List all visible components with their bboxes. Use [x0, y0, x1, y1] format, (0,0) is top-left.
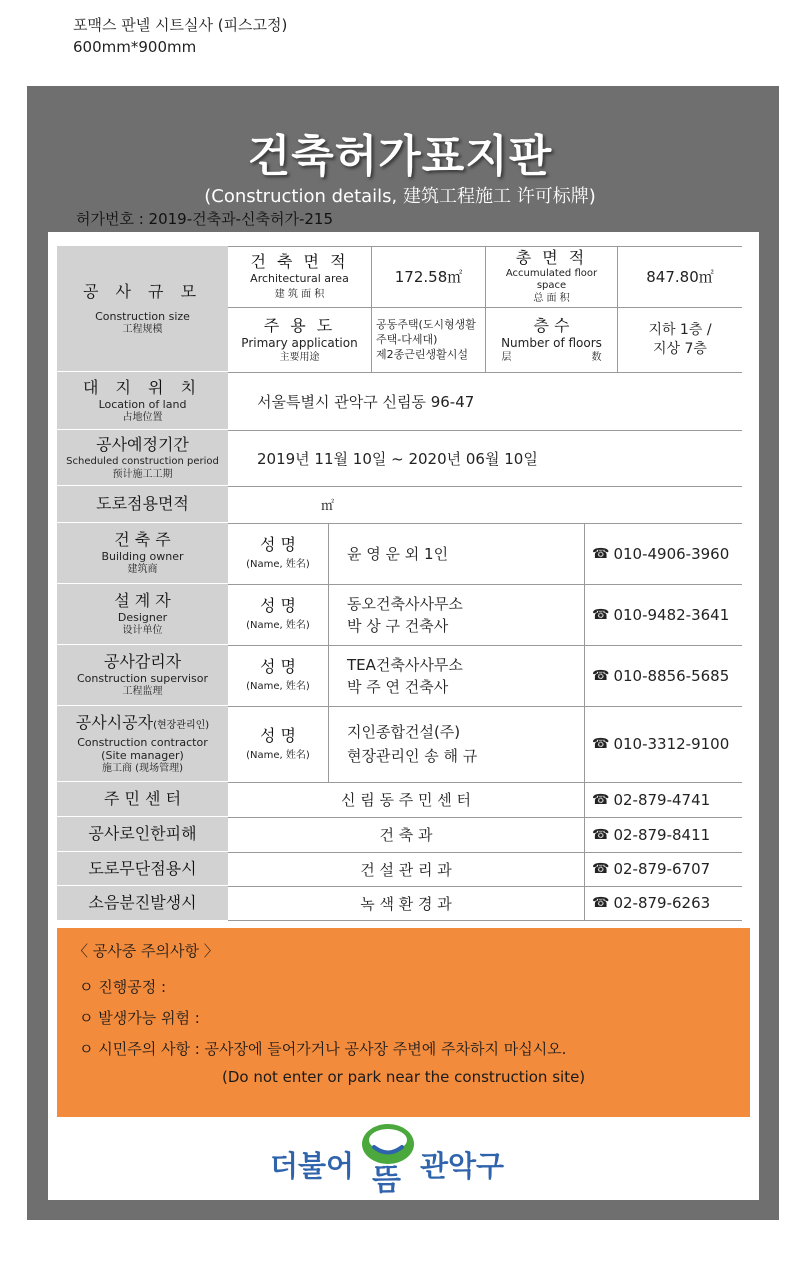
- contact-office-4: [228, 886, 584, 920]
- designer-name-label: [228, 584, 328, 645]
- contact-phone-3: [592, 852, 710, 886]
- supervisor-name-label: [228, 645, 328, 706]
- office-name: 녹 색 환 경 과: [360, 894, 452, 913]
- label-ko: 공사로인한피해: [88, 824, 197, 843]
- label-construction-size: [57, 246, 228, 372]
- floors-header: [486, 307, 617, 372]
- label-zh: 工程监理: [122, 686, 163, 697]
- area-en: Architectural area: [250, 272, 349, 285]
- contractor-value: [347, 706, 477, 782]
- use-value-3: 제2종근린생활시설: [376, 348, 469, 361]
- supervisor-value-1: TEA건축사사무소: [347, 655, 463, 674]
- name-ko: 성 명: [260, 535, 296, 554]
- permit-number: 허가번호 : 2019-건축과-신축허가-215: [76, 210, 334, 228]
- label-zh: 建筑商: [127, 564, 158, 575]
- total-en-1: Accumulated floor: [505, 268, 598, 279]
- label-en: Building owner: [101, 550, 184, 563]
- label-contact-3: [57, 852, 228, 886]
- label-ko: 주 민 센 터: [103, 789, 182, 808]
- label-ko: 공 사 규 모: [82, 281, 203, 301]
- contractor-value-2: 현장관리인 송 해 규: [347, 747, 478, 765]
- label-ko: 대 지 위 치: [82, 377, 203, 397]
- phone-number: 02-879-6707: [613, 860, 711, 878]
- total-area-header: [486, 246, 617, 307]
- phone-number: 010-9482-3641: [613, 605, 730, 624]
- office-name: 건 설 관 리 과: [360, 860, 452, 879]
- label-zh: 设计单位: [122, 625, 163, 636]
- owner-phone: [592, 523, 729, 584]
- label-zh: 占地位置: [122, 411, 163, 423]
- designer-value-1: 동오건축사사무소: [347, 594, 463, 613]
- label-zh: 工程规模: [122, 323, 163, 335]
- contractor-phone: [592, 706, 729, 782]
- area-ko: 건 축 면 적: [250, 252, 349, 271]
- floors-en: Number of floors: [501, 335, 602, 350]
- area-value: [372, 246, 485, 307]
- label-ko: 공사감리자: [103, 652, 182, 671]
- label-ko: 설 계 자: [114, 591, 171, 610]
- name-sub: (Name, 姓名): [246, 749, 310, 761]
- logo-text-mid: 뜸: [372, 1163, 401, 1198]
- phone-number: 02-879-8411: [613, 825, 711, 844]
- phone-number: 010-3312-9100: [613, 735, 730, 753]
- label-contact-4: [57, 886, 228, 920]
- gwanak-logo: [270, 1118, 540, 1198]
- phone-icon: ☎: [592, 736, 610, 752]
- label-contact-2: [57, 817, 228, 852]
- label-ko: [76, 713, 209, 736]
- label-en: Designer: [117, 611, 168, 624]
- logo-graphic: [270, 1118, 540, 1198]
- phone-icon: ☎: [592, 895, 610, 911]
- area-header: [228, 246, 371, 307]
- label-period: [57, 430, 228, 486]
- label-ko-small: (현장관리인): [153, 719, 210, 731]
- phone-icon: ☎: [592, 826, 610, 843]
- contact-office-1: [228, 782, 584, 817]
- floors-zh-2: 数: [591, 351, 602, 363]
- total-en-2: space: [536, 280, 567, 291]
- total-ko: 총 면 적: [515, 248, 588, 267]
- designer-value: [347, 584, 463, 645]
- phone-number: 02-879-6263: [613, 894, 711, 912]
- label-en-2: (Site manager): [101, 748, 184, 762]
- label-en: Scheduled construction period: [66, 455, 219, 467]
- use-value: [372, 307, 485, 372]
- phone-icon: ☎: [592, 606, 610, 623]
- label-ko: 도로무단점용시: [88, 858, 197, 878]
- phone-number: 02-879-4741: [613, 790, 711, 809]
- label-ko: 소음분진발생시: [88, 893, 197, 912]
- floors-value-2: 지상 7층: [653, 340, 707, 357]
- owner-name-label: [228, 523, 328, 584]
- sign-title: 건축허가표지판: [247, 131, 553, 182]
- area-zh: 建 筑 面 积: [274, 289, 325, 300]
- notice-title: 〈 공사중 주의사항 〉: [73, 942, 219, 960]
- contact-office-2: [228, 817, 584, 852]
- name-sub: (Name, 姓名): [246, 681, 310, 692]
- use-header: [228, 307, 371, 372]
- name-sub: (Name, 姓名): [246, 559, 310, 570]
- grid-line: [584, 523, 585, 920]
- label-owner: [57, 523, 228, 584]
- label-en: Construction size: [95, 309, 190, 323]
- use-ko: 주 용 도: [263, 315, 336, 335]
- label-ko-main: 공사시공자: [75, 712, 154, 732]
- label-ko: 도로점용면적: [96, 494, 189, 513]
- label-zh: 预计施工工期: [112, 468, 173, 480]
- contact-phone-1: [592, 782, 710, 817]
- supervisor-value: [347, 645, 463, 706]
- label-en: Construction supervisor: [76, 672, 209, 685]
- designer-phone: [592, 584, 729, 645]
- label-contractor: [57, 706, 228, 782]
- floors-value-1: 지하 1층 /: [648, 321, 712, 338]
- grid-line: [228, 920, 742, 921]
- label-en: Location of land: [98, 397, 187, 411]
- supervisor-phone: [592, 645, 729, 706]
- area-value-text: 172.58㎡: [394, 268, 463, 286]
- phone-icon: ☎: [592, 667, 610, 684]
- total-value-text: 847.80㎡: [646, 268, 714, 286]
- supervisor-value-2: 박 주 연 건축사: [347, 677, 449, 696]
- location-value: 서울특별시 관악구 신림동 96-47: [257, 392, 475, 411]
- contractor-name-label: [228, 706, 328, 782]
- name-ko: 성 명: [260, 725, 296, 745]
- phone-number: 010-8856-5685: [613, 666, 730, 685]
- label-en-1: Construction contractor: [77, 735, 208, 749]
- floors-value: [618, 307, 742, 372]
- use-zh: 主要用途: [279, 351, 320, 363]
- contact-office-3: [228, 852, 584, 886]
- label-ko: 건 축 주: [114, 530, 171, 549]
- logo-text-right: 관악구: [420, 1149, 505, 1183]
- name-sub: (Name, 姓名): [246, 620, 310, 631]
- caution-notice: [57, 928, 750, 1117]
- name-ko: 성 명: [260, 657, 296, 676]
- label-supervisor: [57, 645, 228, 706]
- office-name: 신 림 동 주 민 센 터: [340, 791, 472, 809]
- label-ko: 공사예정기간: [96, 434, 189, 454]
- phone-icon: ☎: [592, 861, 610, 877]
- designer-value-2: 박 상 구 건축사: [347, 616, 449, 635]
- period-value: 2019년 11월 10일 ~ 2020년 06월 10일: [257, 449, 538, 468]
- logo-text-left: 더불어: [270, 1149, 355, 1183]
- label-road: [57, 486, 228, 523]
- name-ko: 성 명: [260, 596, 296, 615]
- floors-zh-1: 层: [501, 351, 512, 363]
- spec-note: [73, 14, 287, 58]
- label-contact-1: [57, 782, 228, 817]
- label-zh: 施工商 (现场管理): [102, 762, 183, 774]
- label-designer: [57, 584, 228, 645]
- use-value-2: 주택-다세대): [376, 333, 438, 346]
- spec-line-2: 600mm*900mm: [73, 38, 197, 56]
- notice-item-progress: ㅇ 진행공정 :: [79, 978, 167, 996]
- floors-zh: [502, 351, 602, 364]
- total-zh: 总 面 积: [533, 293, 570, 304]
- spec-line-1: 포맥스 판넬 시트실사 (피스고정): [73, 16, 288, 34]
- contact-phone-2: [592, 817, 710, 852]
- total-area-value: [618, 246, 742, 307]
- notice-item-english: (Do not enter or park near the construction site): [222, 1068, 586, 1086]
- road-area-unit: ㎡: [321, 499, 335, 514]
- use-en: Primary application: [241, 335, 358, 350]
- phone-icon: ☎: [592, 791, 610, 808]
- notice-item-risk: ㅇ 발생가능 위험 :: [79, 1009, 200, 1027]
- grid-line: [328, 523, 329, 782]
- grid-line: [228, 486, 742, 487]
- contractor-value-1: 지인종합건설(주): [347, 723, 461, 741]
- label-location: [57, 372, 228, 430]
- floors-ko: 층 수: [533, 315, 570, 335]
- owner-value: 윤 영 운 외 1인: [347, 545, 449, 563]
- use-value-1: 공동주택(도시형생활: [376, 318, 476, 331]
- phone-number: 010-4906-3960: [613, 544, 730, 563]
- phone-icon: ☎: [592, 545, 610, 562]
- sign-subtitle: (Construction details, 建筑工程施工 许可标牌): [204, 186, 596, 207]
- notice-item-citizen: ㅇ 시민주의 사항 : 공사장에 들어가거나 공사장 주변에 주차하지 마십시오.: [79, 1040, 567, 1058]
- contact-phone-4: [592, 886, 710, 920]
- office-name: 건 축 과: [379, 826, 433, 844]
